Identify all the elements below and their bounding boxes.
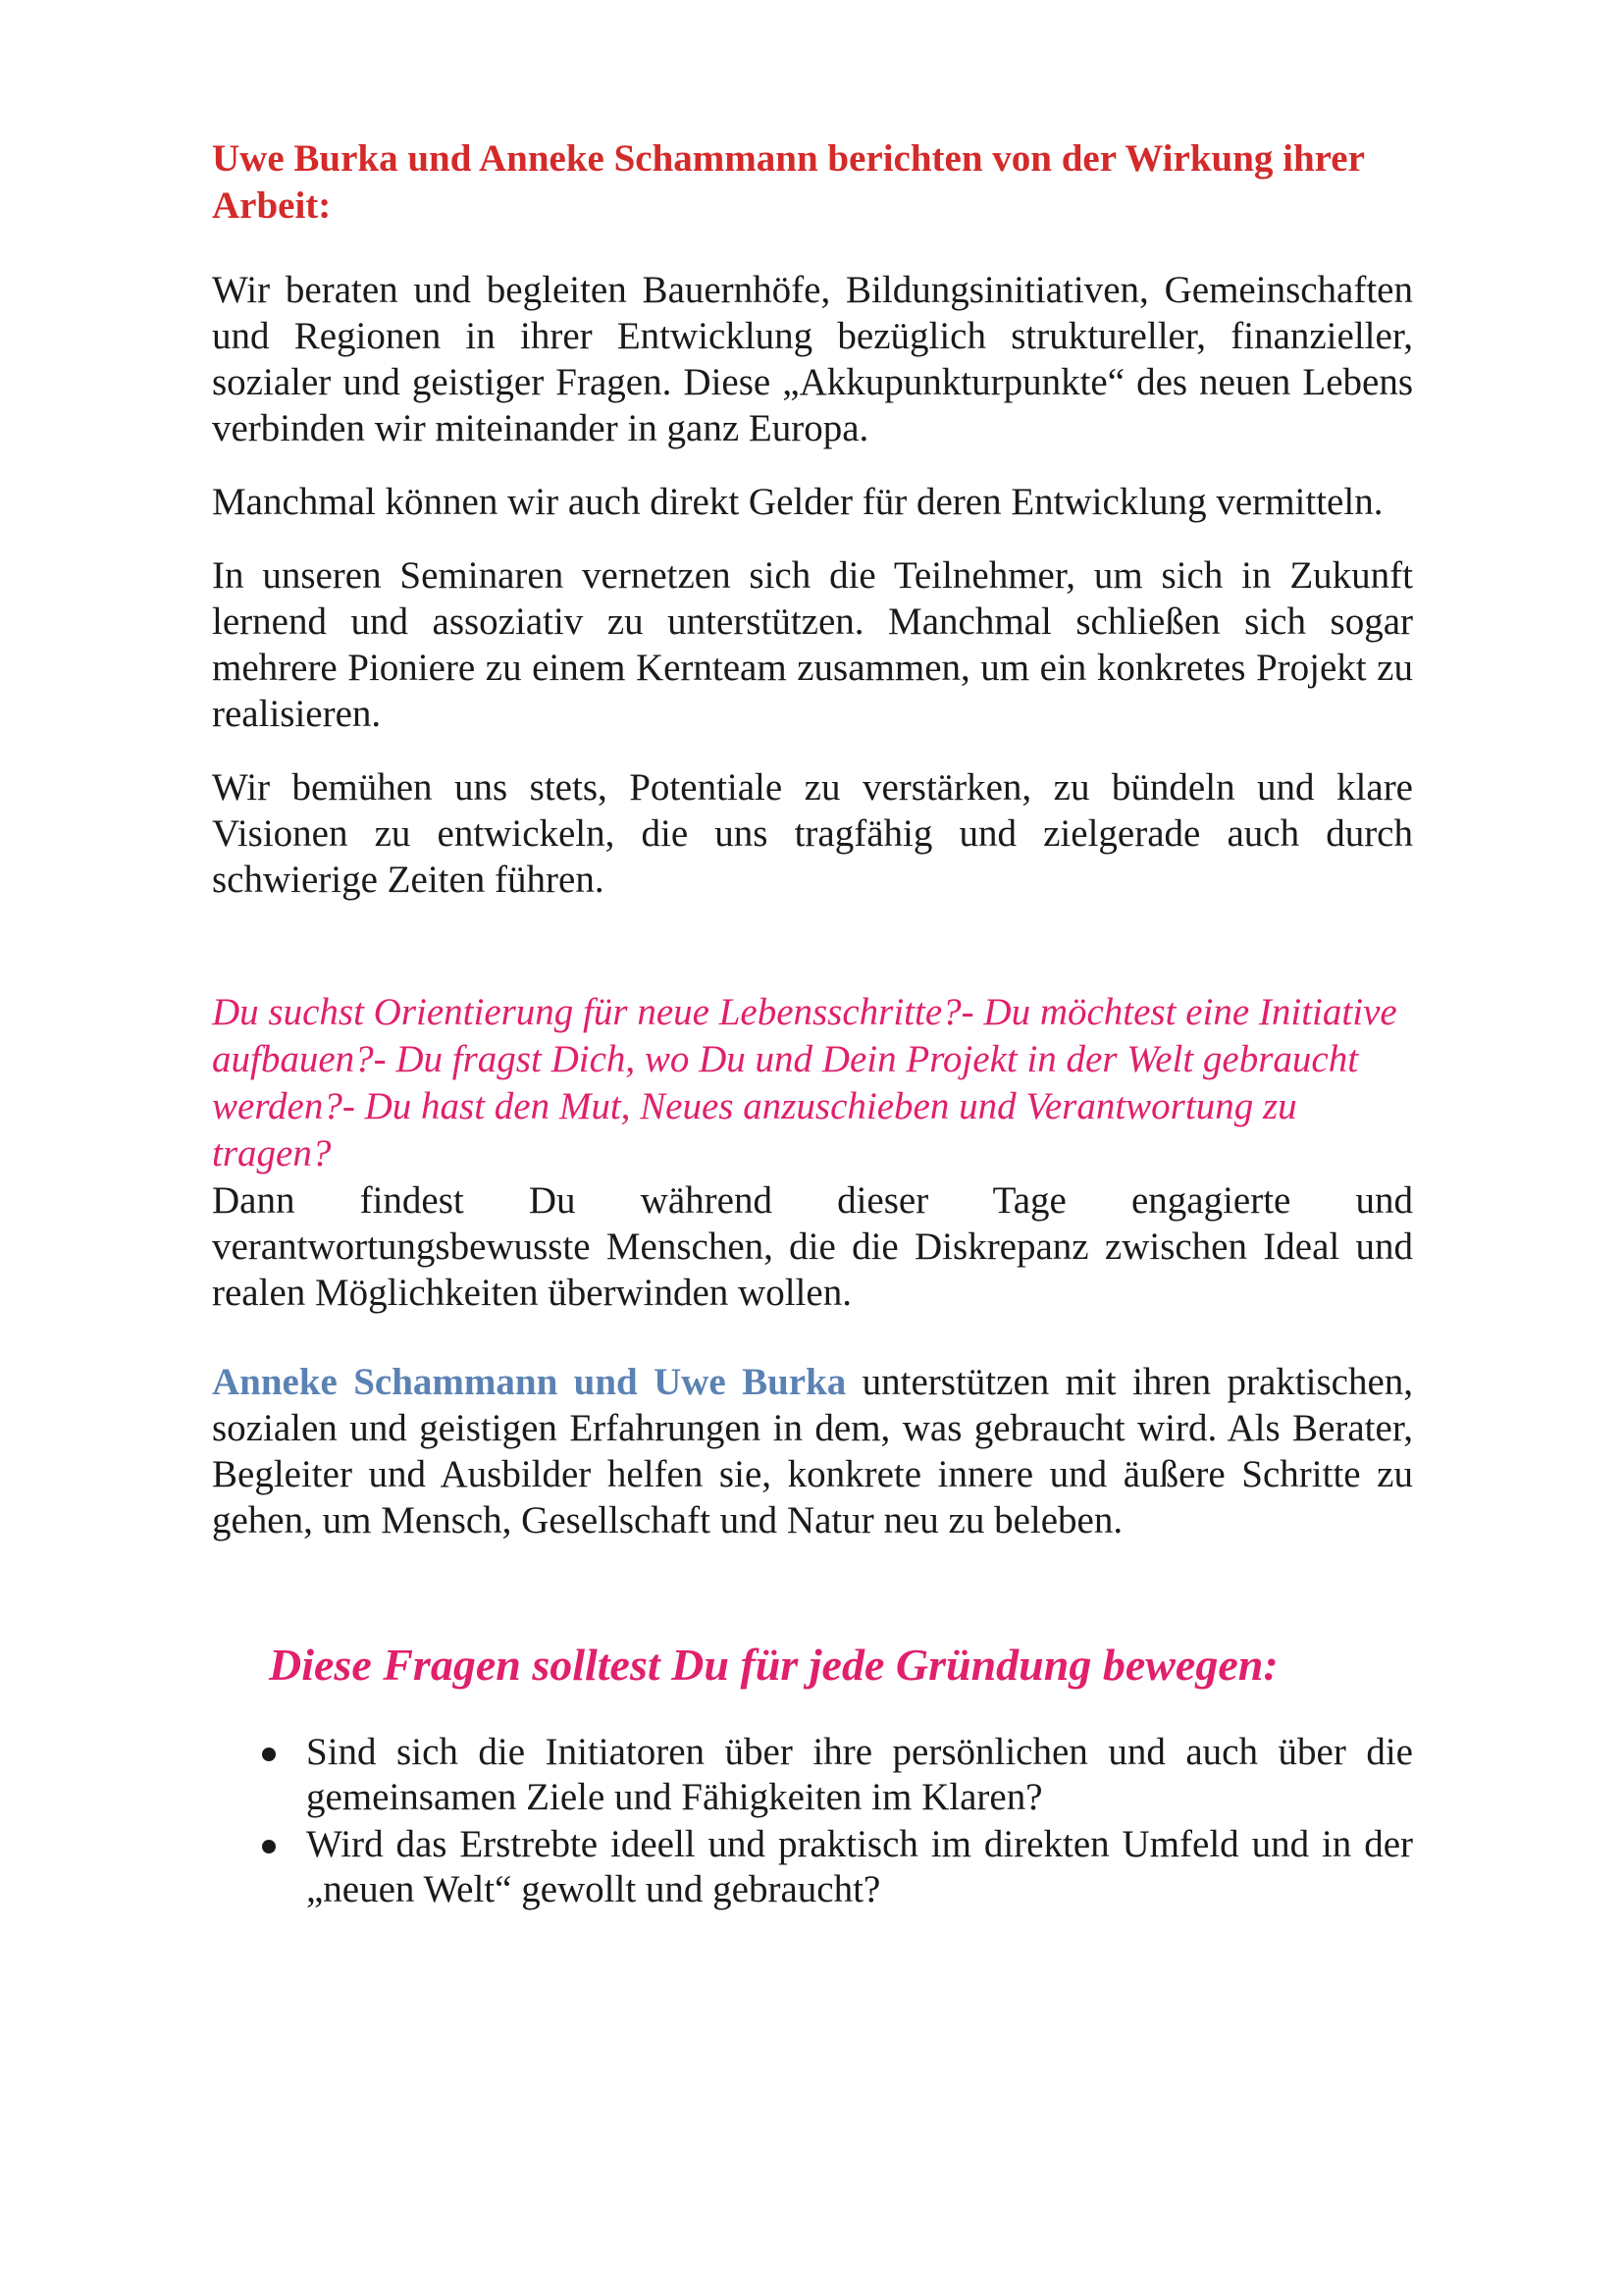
paragraph-consulting: Wir beraten und begleiten Bauernhöfe, Bildungsinitiativen, Gemeinschaften und Regionen in ihrer Entwicklung bezüglich struktureller, finanzieller, sozialer und geistiger Fragen. Diese „Akkupunkturpunkte“ des neuen Lebens verbinden wir miteinander in ganz Europa.: [212, 269, 1413, 449]
questions-title: Diese Fragen solltest Du für jede Gründung bewegen:: [269, 1640, 1279, 1690]
paragraph-support: [212, 1359, 1413, 1543]
paragraph-seminars: In unseren Seminaren vernetzen sich die Teilnehmer, um sich in Zukunft lernend und assoziativ zu unterstützen. Manchmal schließen sich sogar mehrere Pioniere zu einem Kernteam zusammen, um ein konkretes Projekt zu realisieren.: [212, 554, 1413, 735]
bullet-icon: [262, 1840, 276, 1853]
support-text: unterstützen mit ihren praktischen, sozialen und geistigen Erfahrungen in dem, was gebraucht wird. Als Berater, Begleiter und Ausbilder helfen sie, konkrete innere und äußere Schritte zu gehen, um Mensch, Gesellschaft und Natur neu zu beleben.: [212, 1361, 1413, 1541]
author-names: Anneke Schammann und Uwe Burka: [212, 1361, 847, 1403]
question-text: Sind sich die Initiatoren über ihre persönlichen und auch über die gemeinsamen Ziele und Fähigkeiten im Klaren?: [306, 1731, 1413, 1818]
list-item: [306, 1822, 1413, 1912]
paragraph-dann: Dann findest Du während dieser Tage engagierte und verantwortungsbewusste Menschen, die die Diskrepanz zwischen Ideal und realen Möglichkeiten überwinden wollen.: [212, 1179, 1413, 1314]
bullet-icon: [262, 1748, 276, 1761]
section-heading: Uwe Burka und Anneke Schammann berichten von der Wirkung ihrer Arbeit:: [212, 137, 1365, 227]
paragraph-visions: Wir bemühen uns stets, Potentiale zu verstärken, zu bündeln und klare Visionen zu entwickeln, die uns tragfähig und zielgerade auch durch schwierige Zeiten führen.: [212, 766, 1413, 901]
questions-list: [212, 1730, 1413, 1912]
list-item: [306, 1730, 1413, 1820]
question-text: Wird das Erstrebte ideell und praktisch im direkten Umfeld und in der „neuen Welt“ gewollt und gebraucht?: [306, 1823, 1413, 1910]
paragraph-funding: Manchmal können wir auch direkt Gelder für deren Entwicklung vermitteln.: [212, 481, 1384, 523]
orientation-questions: Du suchst Orientierung für neue Lebensschritte?- Du möchtest eine Initiative aufbauen?- Du fragst Dich, wo Du und Dein Projekt in der Welt gebraucht werden?- Du hast den Mut, Neues anzuschieben und Verantwortung zu tragen?: [212, 991, 1397, 1174]
